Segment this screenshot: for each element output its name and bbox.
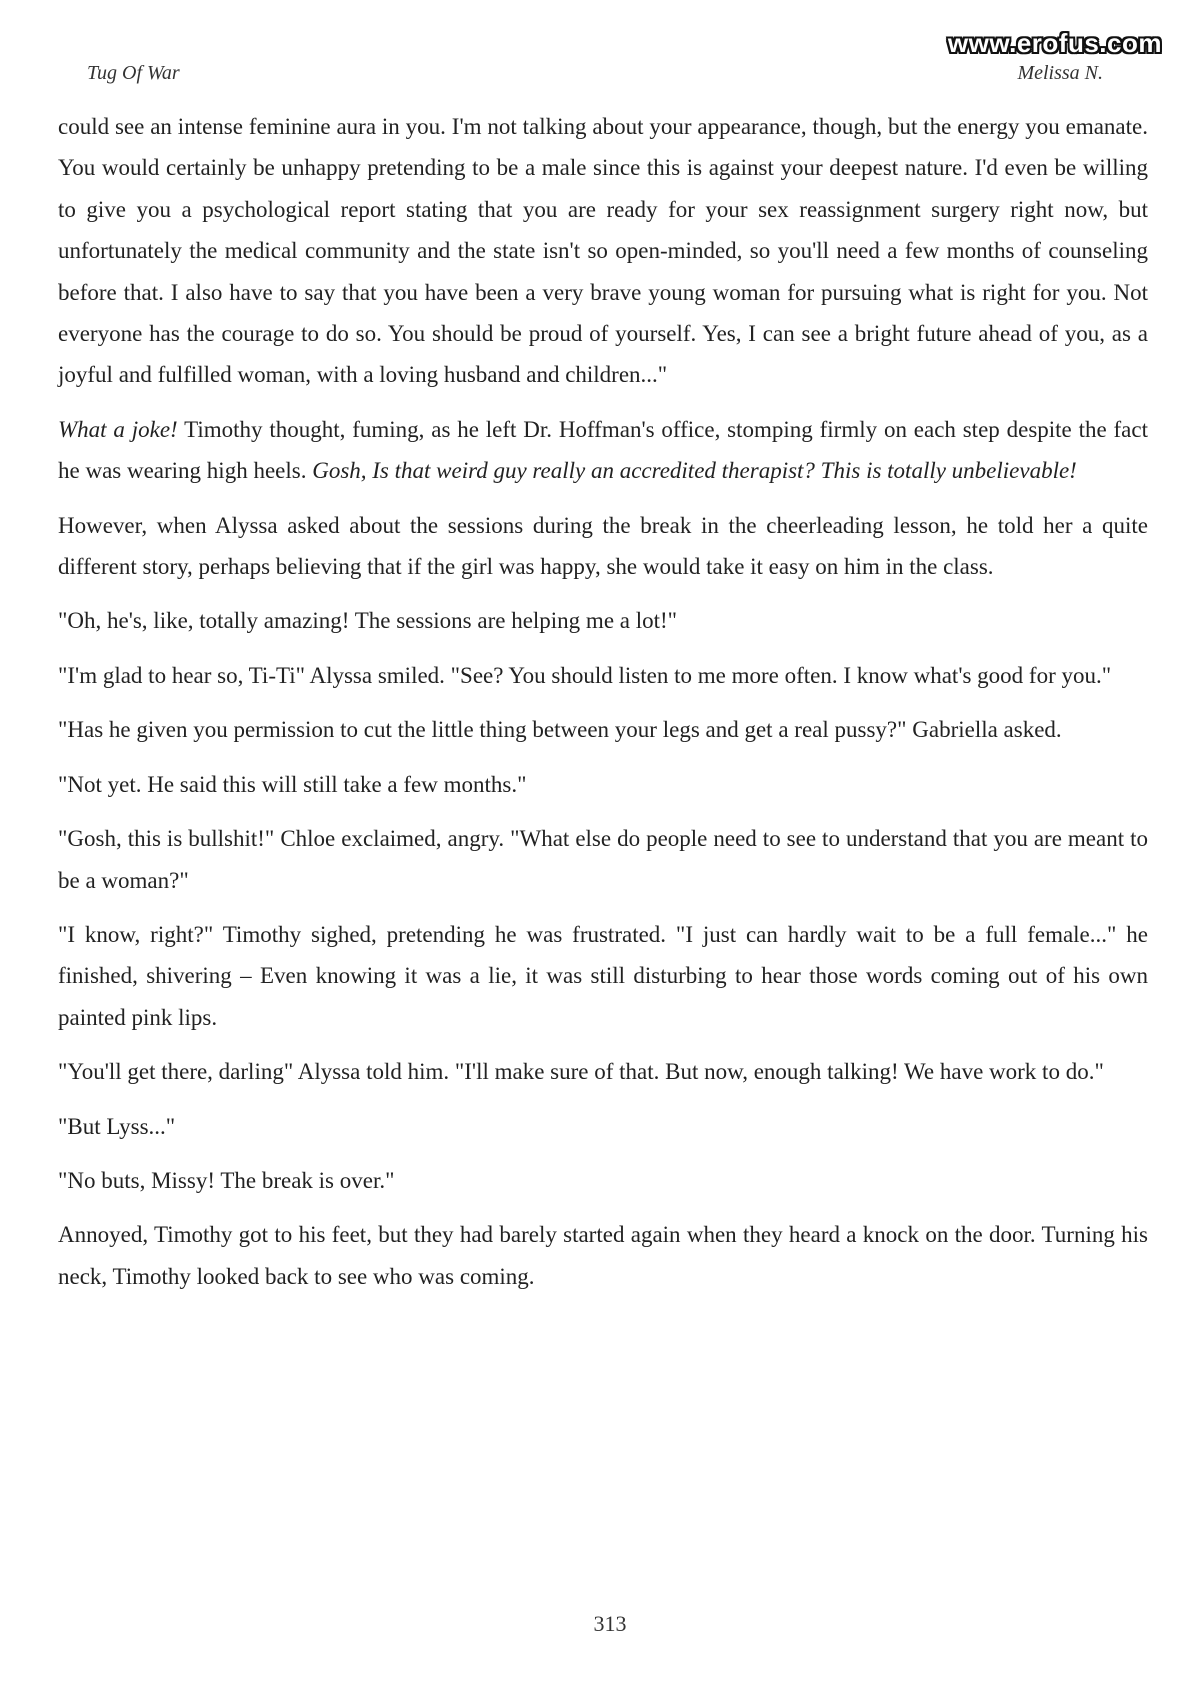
paragraph-text: Timothy thought, fuming, as he left Dr. Hoffman's office, stomping firmly on each step despite the fact he was wearing high heels.: [58, 416, 1148, 484]
italic-thought: What a joke!: [58, 416, 178, 442]
paragraph: [58, 818, 1148, 901]
paragraph-text: However, when Alyssa asked about the sessions during the break in the cheerleading lesson, he told her a quite different story, perhaps believing that if the girl was happy, she would take it easy on him in the class.: [58, 512, 1148, 580]
paragraph-text: "You'll get there, darling" Alyssa told him. "I'll make sure of that. But now, enough talking! We have work to do.": [58, 1059, 1104, 1085]
page-header: [87, 62, 1103, 90]
paragraph: [58, 409, 1148, 492]
paragraph-text: could see an intense feminine aura in you. I'm not talking about your appearance, though, but the energy you emanate. You would certainly be unhappy pretending to be a male since this is against your deepest nature. I'd even be willing to give you a psychological report stating that you are ready for your sex reassignment surgery right now, but unfortunately the medical community and the state isn't so open-minded, so you'll need a few months of counseling before that. I also have to say that you have been a very brave young woman for pursuing what is right for you. Not everyone has the courage to do so. You should be proud of yourself. Yes, I can see a bright future ahead of you, as a joyful and fulfilled woman, with a loving husband and children...": [58, 114, 1148, 388]
body-text: [58, 106, 1148, 1310]
paragraph-text: "I'm glad to hear so, Ti-Ti" Alyssa smiled. "See? You should listen to me more often. I know what's good for you.": [58, 662, 1112, 688]
book-title: Tug Of War: [87, 62, 180, 84]
paragraph-text: "Not yet. He said this will still take a few months.": [58, 771, 527, 797]
paragraph: [58, 764, 1148, 805]
paragraph: [58, 600, 1148, 641]
author-name: Melissa N.: [1017, 62, 1103, 84]
paragraph-text: "Has he given you permission to cut the little thing between your legs and get a real pussy?" Gabriella asked.: [58, 717, 1062, 743]
paragraph: [58, 106, 1148, 396]
italic-thought: Gosh, Is that weird guy really an accredited therapist? This is totally unbelievable!: [312, 458, 1077, 484]
paragraph-text: "But Lyss...": [58, 1113, 176, 1139]
paragraph-text: "No buts, Missy! The break is over.": [58, 1167, 395, 1193]
paragraph-text: "Oh, he's, like, totally amazing! The sessions are helping me a lot!": [58, 608, 678, 634]
paragraph: [58, 1160, 1148, 1201]
paragraph-text: Annoyed, Timothy got to his feet, but they had barely started again when they heard a knock on the door. Turning his neck, Timothy looked back to see who was coming.: [58, 1222, 1148, 1289]
watermark: www.erofus.com: [947, 28, 1162, 58]
paragraph-text: "I know, right?" Timothy sighed, pretending he was frustrated. "I just can hardly wait to be a full female..." he finished, shivering – Even knowing it was a lie, it was still disturbing to hear those words coming out of his own painted pink lips.: [58, 921, 1148, 1030]
paragraph: [58, 914, 1148, 1038]
paragraph: [58, 655, 1148, 696]
page-number: 313: [593, 1611, 627, 1636]
paragraph: [58, 505, 1148, 588]
paragraph: [58, 1051, 1148, 1092]
paragraph: [58, 1214, 1148, 1297]
paragraph: [58, 709, 1148, 750]
paragraph-text: "Gosh, this is bullshit!" Chloe exclaimed, angry. "What else do people need to see to understand that you are meant to be a woman?": [58, 826, 1148, 893]
paragraph: [58, 1106, 1148, 1147]
